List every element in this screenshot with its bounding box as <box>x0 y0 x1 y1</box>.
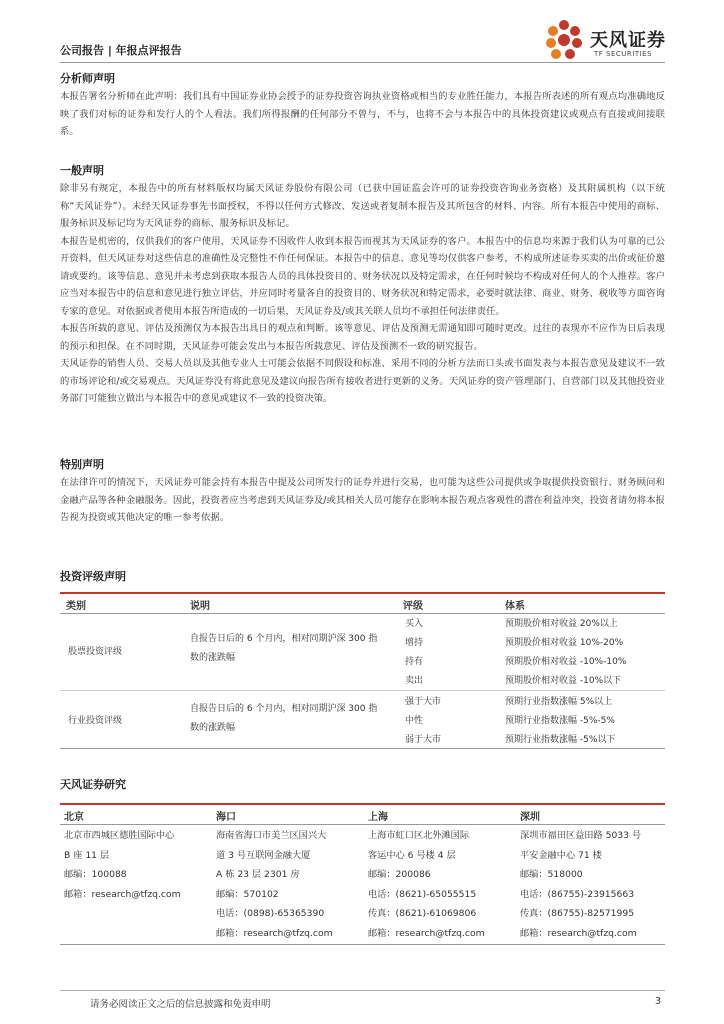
office-haikou <box>216 826 364 943</box>
brand-subtitle: TF SECURITIES <box>594 50 653 58</box>
office-address: 客运中心 6 号楼 4 层 <box>368 849 456 861</box>
analyst-statement <box>60 70 665 141</box>
offices-header <box>60 803 665 825</box>
office-beijing <box>64 826 212 904</box>
office-city-beijing: 北京 <box>64 812 84 823</box>
rating-header-desc: 说明 <box>190 601 210 612</box>
office-email: 邮箱：research@tfzq.com <box>520 927 637 939</box>
tianfeng-logo-icon <box>542 18 586 62</box>
rating-grade: 强于大市 <box>405 697 442 707</box>
general-statement <box>60 162 665 408</box>
special-statement <box>60 456 665 527</box>
office-email: 邮箱：research@tfzq.com <box>216 927 333 939</box>
rating-title: 投资评级声明 <box>60 570 126 583</box>
rating-desc-stock: 自报告日后的 6 个月内，相对同期沪深 300 指数的涨跌幅 <box>190 634 378 663</box>
rating-header-system: 体系 <box>505 601 525 612</box>
rating-header-grade: 评级 <box>403 601 423 612</box>
special-text: 在法律许可的情况下，天风证券可能会持有本报告中提及公司所发行的证券并进行交易，也可能为这些公司提供或争取提供投资银行、财务顾问和金融产品等各种金融服务。因此，投资者应当考虑到天风证券及/或其相关人员可能存在影响本报告观点客观性的潜在利益冲突，投资者请勿将本报告视为投资或其他决定的唯一参考依据。 <box>60 477 665 523</box>
office-email: 邮箱：research@tfzq.com <box>368 927 485 939</box>
rating-system: 预期行业指数涨幅 5%以上 <box>505 697 613 707</box>
office-address: 上海市虹口区北外滩国际 <box>368 830 470 841</box>
office-address: 深圳市福田区益田路 5033 号 <box>520 830 642 841</box>
offices-bottom-rule <box>60 944 665 945</box>
rating-grade: 持有 <box>405 657 424 667</box>
general-para-3: 本报告所载的意见、评估及预测仅为本报告出具日的观点和判断。该等意见、评估及预测无需通知即可随时更改。过往的表现亦不应作为日后表现的预示和担保。在不同时期，天风证券可能会发出与本报告所载意见、评估及预测不一致的研究报告。 <box>60 323 665 352</box>
analyst-text: 本报告署名分析师在此声明：我们具有中国证券业协会授予的证券投资咨询执业资格或相当的专业胜任能力，本报告所表述的所有观点均准确地反映了我们对标的证券和发行人的个人看法。我们所得报酬的任何部分不曾与，不与，也将不会与本报告中的具体投资建议或观点有直接或间接联系。 <box>60 91 665 137</box>
page-header <box>0 0 724 70</box>
brand-name: 天风证券 <box>590 30 666 51</box>
office-postcode: 邮编：570102 <box>216 888 279 900</box>
rating-system: 预期股价相对收益 10%-20% <box>505 638 624 648</box>
rating-system: 预期股价相对收益 20%以上 <box>505 619 618 629</box>
office-shenzhen <box>520 826 668 943</box>
analyst-title: 分析师声明 <box>60 72 115 85</box>
rating-category-industry: 行业投资评级 <box>68 716 123 726</box>
office-address: B 座 11 层 <box>64 849 110 861</box>
office-postcode: 邮编：200086 <box>368 869 431 880</box>
office-city-haikou: 海口 <box>216 812 236 823</box>
office-phone: 电话：(0898)-65365390 <box>216 908 325 919</box>
office-address: 海南省海口市美兰区国兴大 <box>216 830 327 841</box>
rating-group-divider <box>60 690 665 691</box>
rating-table-header <box>60 592 665 614</box>
general-para-4: 天风证券的销售人员、交易人员以及其他专业人士可能会依据不同假设和标准、采用不同的分析方法而口头或书面发表与本报告意见及建议不一致的市场评论和/或交易观点。天风证券没有将此意见及建议向报告所有接收者进行更新的义务。天风证券的资产管理部门、自营部门以及其他投资业务部门可能独立做出与本报告中的意见或建议不一致的投资决策。 <box>60 358 665 404</box>
office-address: 道 3 号互联网金融大厦 <box>216 849 311 861</box>
office-city-shanghai: 上海 <box>368 812 388 823</box>
rating-system: 预期股价相对收益 -10%以下 <box>505 676 622 686</box>
rating-category-stock: 股票投资评级 <box>68 647 123 657</box>
office-address: A 栋 23 层 2301 房 <box>216 869 300 880</box>
rating-table-body <box>60 612 665 749</box>
page-number: 3 <box>655 996 662 1007</box>
rating-system: 预期行业指数涨幅 -5%以下 <box>505 735 616 745</box>
office-address: 平安金融中心 71 楼 <box>520 849 602 861</box>
rating-grade: 增持 <box>405 638 424 648</box>
rating-grade: 卖出 <box>405 676 424 686</box>
office-phone: 电话：(8621)-65055515 <box>368 888 477 900</box>
rating-table-bottom-rule <box>60 748 665 749</box>
header-divider <box>60 62 665 63</box>
office-shanghai <box>368 826 516 943</box>
footer-divider <box>60 990 665 991</box>
general-para-1: 除非另有规定，本报告中的所有材料版权均属天风证券股份有限公司（已获中国证监会许可的证券投资咨询业务资格）及其附属机构（以下统称“天风证券”）。未经天风证券事先书面授权，不得以任何方式修改、发送或者复制本报告及其所包含的材料、内容。所有本报告中使用的商标、服务标识及标记均为天风证券的商标、服务标识及标记。 <box>60 183 665 229</box>
rating-grade: 中性 <box>405 716 424 726</box>
office-postcode: 邮编：100088 <box>64 869 127 880</box>
office-address: 北京市西城区德胜国际中心 <box>64 830 175 841</box>
office-fax: 传真：(86755)-82571995 <box>520 908 635 919</box>
brand-logo <box>542 14 672 62</box>
rating-grade: 买入 <box>405 619 424 629</box>
office-email: 邮箱：research@tfzq.com <box>64 888 181 900</box>
office-phone: 电话：(86755)-23915663 <box>520 888 635 900</box>
general-para-2: 本报告是机密的，仅供我们的客户使用，天风证券不因收件人收到本报告而视其为天风证券的客户。本报告中的信息均来源于我们认为可靠的已公开资料，但天风证券对这些信息的准确性及完整性不作任何保证。本报告中的信息、意见等均仅供客户参考，不构成所述证券买卖的出价或征价邀请或要约。该等信息、意见并未考虑到获取本报告人员的具体投资目的、财务状况以及特定需求，在任何时候均不构成对任何人的个人推荐。客户应当对本报告中的信息和意见进行独立评估，并应同时考量各自的投资目的、财务状况和特定需求，必要时就法律、商业、财务、税收等方面咨询专家的意见。对依据或者使用本报告所造成的一切后果，天风证券及/或其关联人员均不承担任何法律责任。 <box>60 235 665 317</box>
footer-notice: 请务必阅读正文之后的信息披露和免责申明 <box>90 999 271 1010</box>
rating-grade: 弱于大市 <box>405 735 442 745</box>
general-title: 一般声明 <box>60 164 104 177</box>
rating-system: 预期股价相对收益 -10%-10% <box>505 657 627 667</box>
office-postcode: 邮编：518000 <box>520 869 583 880</box>
office-fax: 传真：(8621)-61069806 <box>368 908 477 919</box>
office-city-shenzhen: 深圳 <box>520 812 540 823</box>
rating-system: 预期行业指数涨幅 -5%-5% <box>505 716 615 726</box>
doc-type: 公司报告 | 年报点评报告 <box>60 44 182 57</box>
special-title: 特别声明 <box>60 458 104 471</box>
rating-desc-industry: 自报告日后的 6 个月内，相对同期沪深 300 指数的涨跌幅 <box>190 704 378 733</box>
offices-title: 天风证券研究 <box>60 778 126 791</box>
rating-header-category: 类别 <box>66 601 86 612</box>
